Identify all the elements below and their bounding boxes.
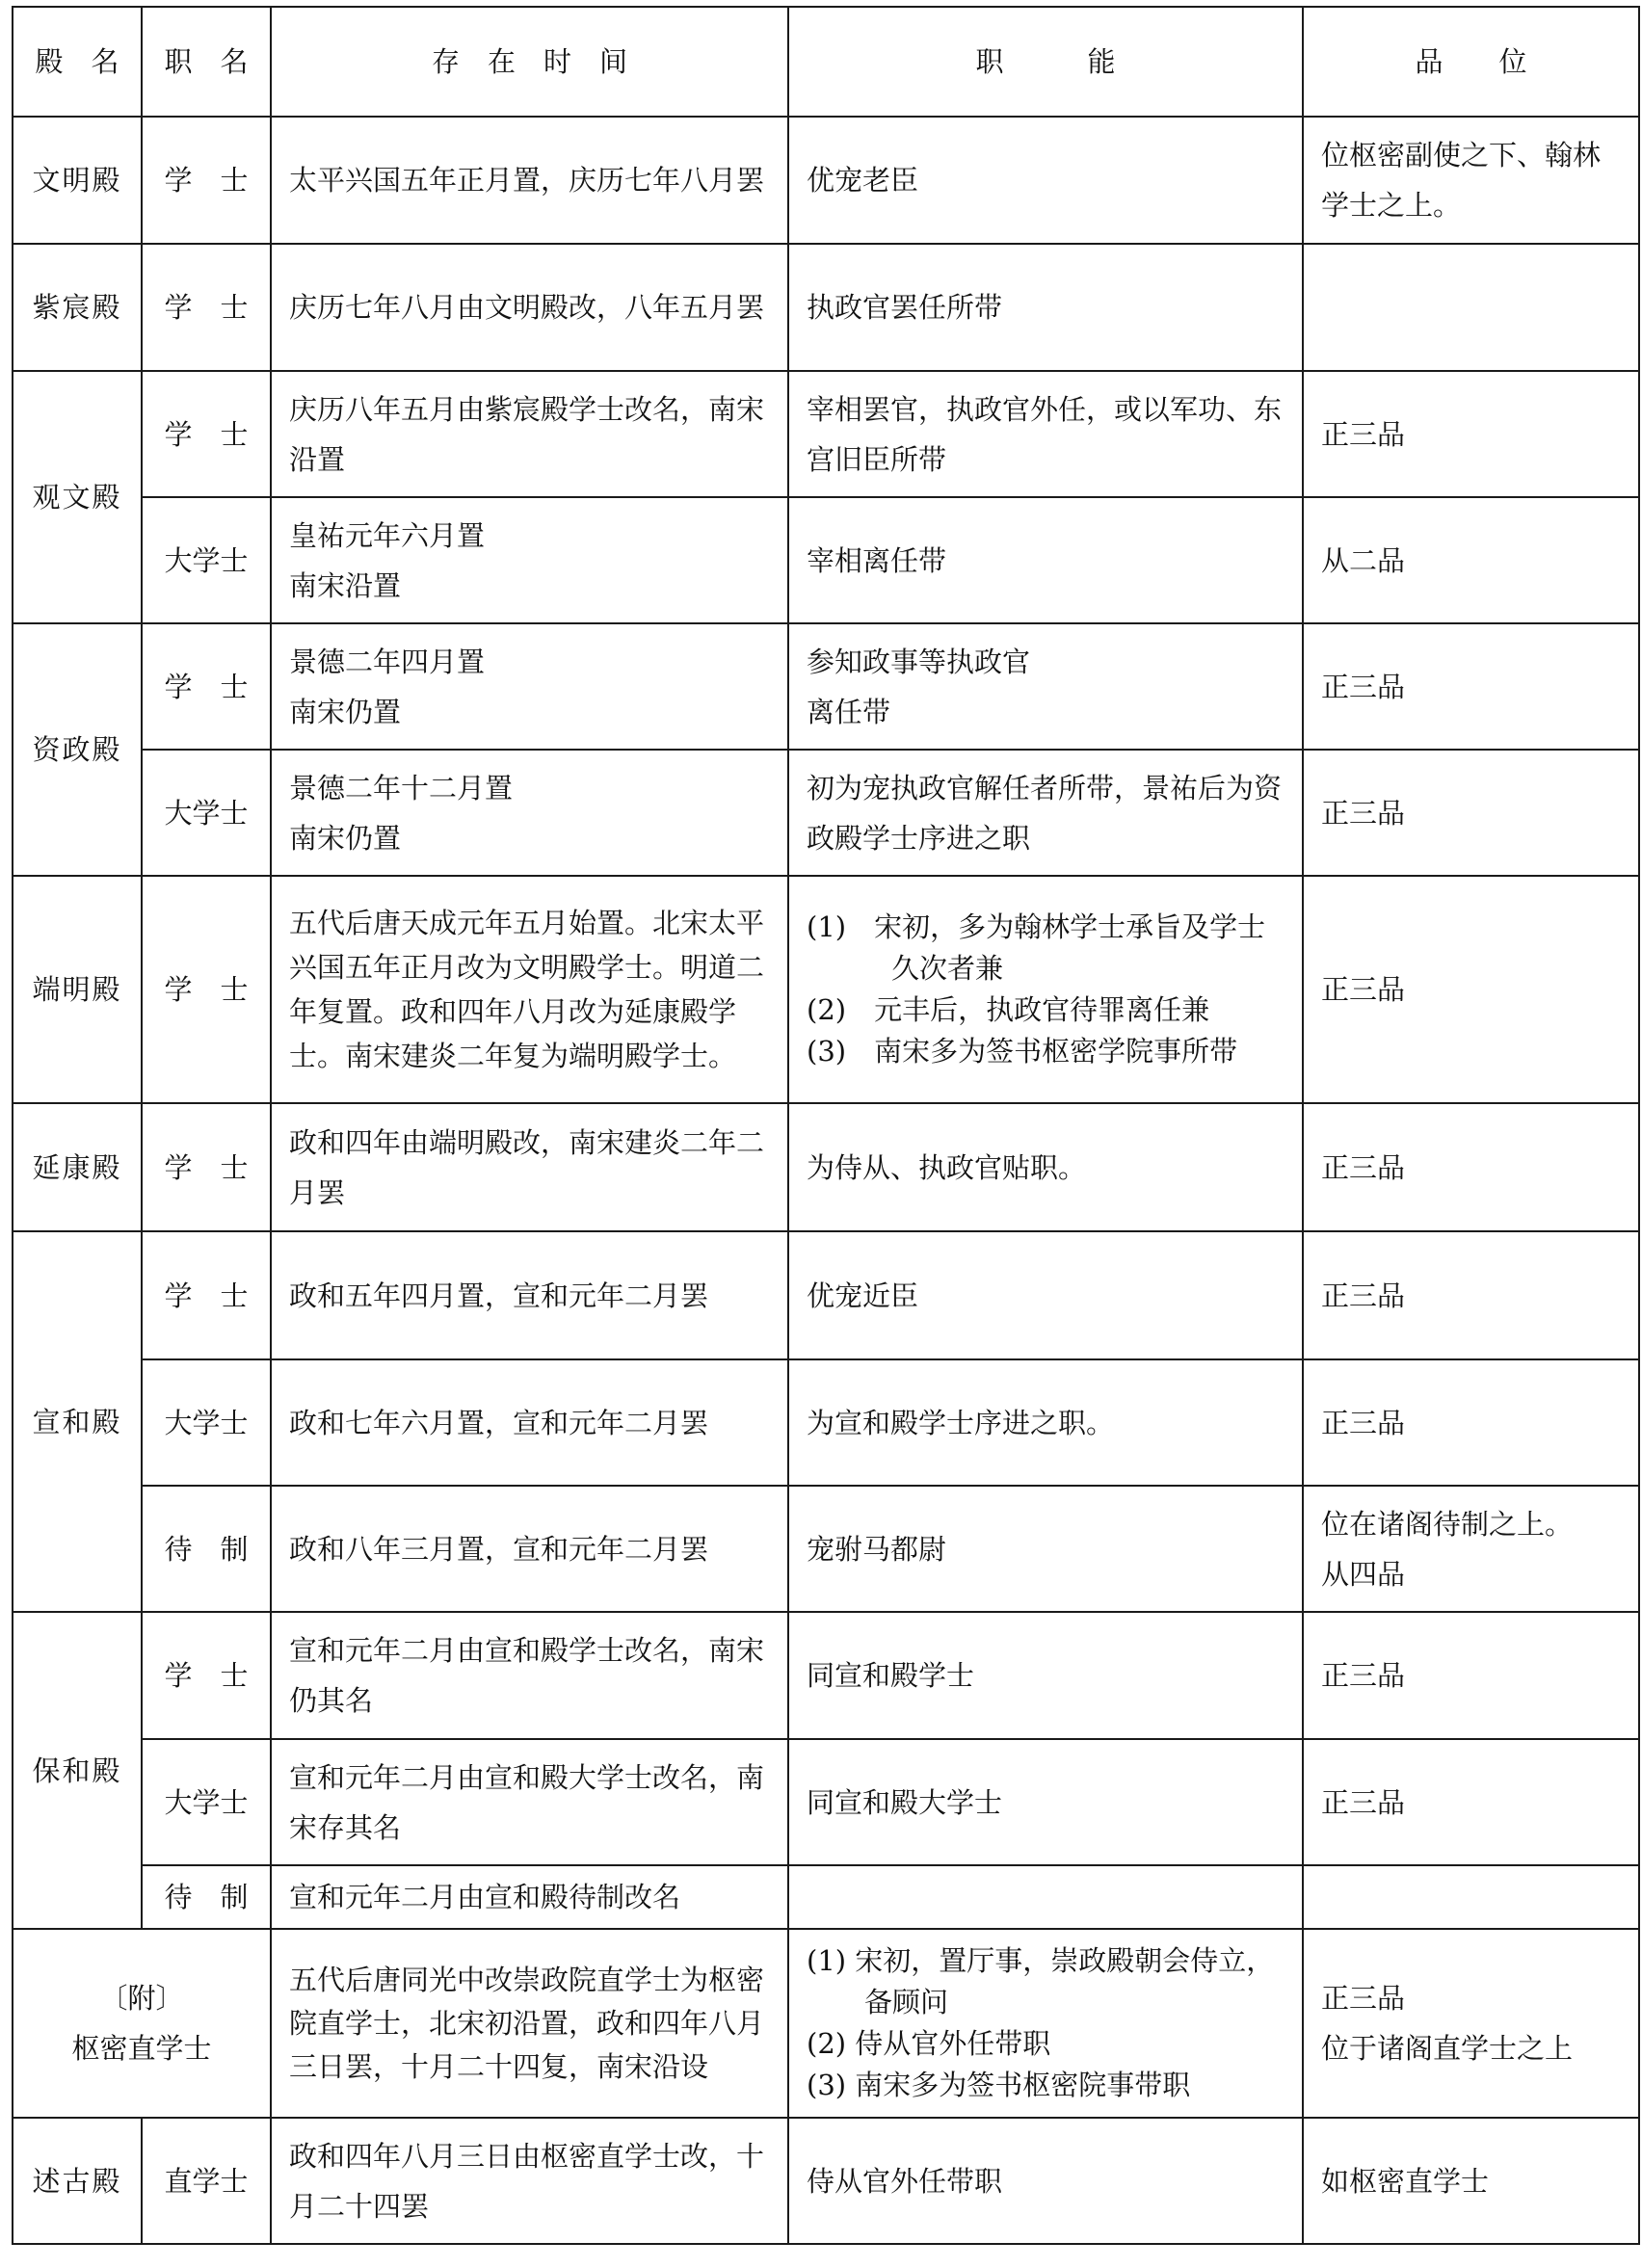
time-cell bbox=[271, 1103, 788, 1231]
time-cell bbox=[271, 623, 788, 750]
time-line: 宣和元年二月由宣和殿待制改名 bbox=[289, 1881, 681, 1913]
hall-cell: 保和殿 bbox=[13, 1612, 142, 1929]
time-cell bbox=[271, 117, 788, 244]
appendix-title: 枢密直学士 bbox=[71, 2032, 212, 2065]
title-cell: 学 士 bbox=[142, 117, 271, 244]
time-line: 政和四年八月三日由枢密直学士改，十月二十四罢 bbox=[289, 2139, 765, 2223]
rank-line: 正三品 bbox=[1321, 417, 1406, 451]
rank-cell bbox=[1303, 623, 1639, 750]
table-row bbox=[13, 1929, 1639, 2118]
function-cell bbox=[788, 1929, 1303, 2118]
title-cell: 大学士 bbox=[142, 750, 271, 876]
function-line: 侍从官外任带职 bbox=[807, 2164, 1003, 2198]
title-cell: 学 士 bbox=[142, 876, 271, 1103]
table-row bbox=[13, 1103, 1639, 1231]
function-cell bbox=[788, 750, 1303, 876]
time-line: 景德二年十二月置 bbox=[289, 771, 514, 804]
time-cell bbox=[271, 2118, 788, 2244]
time-line: 庆历七年八月由文明殿改，八年五月罢 bbox=[289, 291, 765, 324]
function-cell bbox=[788, 1486, 1303, 1612]
table-row bbox=[13, 117, 1639, 244]
function-cell bbox=[788, 623, 1303, 750]
function-line: 参知政事等执政官 bbox=[807, 645, 1031, 678]
hall-cell: 述古殿 bbox=[13, 2118, 142, 2244]
function-line: 优宠近臣 bbox=[807, 1279, 919, 1312]
function-line: (1) 宋初，置厅事，崇政殿朝会侍立，备顾问 bbox=[807, 1944, 1275, 2018]
time-line: 南宋仍置 bbox=[289, 821, 402, 855]
function-line: 执政官罢任所带 bbox=[807, 291, 1003, 324]
function-cell bbox=[788, 244, 1303, 371]
rank-line: 从二品 bbox=[1321, 543, 1406, 577]
time-cell bbox=[271, 244, 788, 371]
rank-line: 正三品 bbox=[1321, 1279, 1406, 1312]
hall-cell: 紫宸殿 bbox=[13, 244, 142, 371]
time-cell bbox=[271, 1929, 788, 2118]
appendix-mark: 〔附〕 bbox=[99, 1982, 184, 2015]
function-line: 离任带 bbox=[807, 695, 891, 728]
time-line: 政和四年由端明殿改，南宋建炎二年二月罢 bbox=[289, 1125, 765, 1209]
title-cell: 学 士 bbox=[142, 1612, 271, 1739]
function-line: 为侍从、执政官贴职。 bbox=[807, 1150, 1087, 1184]
rank-cell bbox=[1303, 1103, 1639, 1231]
rank-cell bbox=[1303, 1739, 1639, 1865]
title-cell: 学 士 bbox=[142, 371, 271, 497]
time-line: 庆历八年五月由紫宸殿学士改名，南宋沿置 bbox=[289, 392, 765, 476]
title-cell: 直学士 bbox=[142, 2118, 271, 2244]
table-row bbox=[13, 623, 1639, 750]
title-cell: 学 士 bbox=[142, 244, 271, 371]
function-line: 初为宠执政官解任者所带，景祐后为资政殿学士序进之职 bbox=[807, 771, 1283, 855]
title-cell: 待 制 bbox=[142, 1865, 271, 1929]
time-line: 五代后唐天成元年五月始置。北宋太平兴国五年正月改为文明殿学士。明道二年复置。政和四年八月改为延康殿学士。南宋建炎二年复为端明殿学士。 bbox=[289, 907, 765, 1072]
table-row bbox=[13, 1231, 1639, 1359]
function-line: (2) 元丰后，执政官待罪离任兼 bbox=[807, 993, 1210, 1026]
title-cell: 学 士 bbox=[142, 623, 271, 750]
function-cell bbox=[788, 1231, 1303, 1359]
time-line: 宣和元年二月由宣和殿大学士改名，南宋存其名 bbox=[289, 1760, 765, 1844]
time-cell bbox=[271, 1865, 788, 1929]
table-row bbox=[13, 1739, 1639, 1865]
time-line: 景德二年四月置 bbox=[289, 645, 486, 678]
title-cell: 待 制 bbox=[142, 1486, 271, 1612]
rank-line: 位在诸阁待制之上。 bbox=[1321, 1507, 1574, 1541]
hall-cell: 文明殿 bbox=[13, 117, 142, 244]
function-cell bbox=[788, 117, 1303, 244]
table-row bbox=[13, 876, 1639, 1103]
hall-cell: 延康殿 bbox=[13, 1103, 142, 1231]
title-cell: 大学士 bbox=[142, 1359, 271, 1486]
rank-line: 正三品 bbox=[1321, 1659, 1406, 1692]
rank-line: 正三品 bbox=[1321, 1785, 1406, 1819]
time-line: 政和八年三月置，宣和元年二月罢 bbox=[289, 1532, 709, 1566]
header-function: 职 能 bbox=[788, 7, 1303, 117]
hall-cell: 观文殿 bbox=[13, 371, 142, 623]
function-cell bbox=[788, 497, 1303, 623]
header-title: 职 名 bbox=[142, 7, 271, 117]
header-row bbox=[13, 7, 1639, 117]
rank-cell bbox=[1303, 2118, 1639, 2244]
time-cell bbox=[271, 876, 788, 1103]
hall-cell bbox=[13, 1929, 271, 2118]
rank-line: 位枢密副使之下、翰林学士之上。 bbox=[1321, 139, 1602, 222]
table-row bbox=[13, 244, 1639, 371]
time-line: 南宋沿置 bbox=[289, 568, 402, 602]
function-cell bbox=[788, 1865, 1303, 1929]
rank-cell bbox=[1303, 1359, 1639, 1486]
rank-line: 位于诸阁直学士之上 bbox=[1321, 2032, 1574, 2065]
hall-cell: 宣和殿 bbox=[13, 1231, 142, 1612]
rank-cell bbox=[1303, 117, 1639, 244]
time-cell bbox=[271, 1231, 788, 1359]
rank-cell bbox=[1303, 750, 1639, 876]
function-line: (3) 南宋多为签书枢密院事带职 bbox=[807, 2069, 1191, 2101]
rank-cell bbox=[1303, 497, 1639, 623]
function-line: 为宣和殿学士序进之职。 bbox=[807, 1406, 1115, 1439]
function-line: 同宣和殿大学士 bbox=[807, 1785, 1003, 1819]
header-time: 存 在 时 间 bbox=[271, 7, 788, 117]
rank-cell bbox=[1303, 1486, 1639, 1612]
time-cell bbox=[271, 371, 788, 497]
time-line: 南宋仍置 bbox=[289, 695, 402, 728]
rank-line: 从四品 bbox=[1321, 1557, 1406, 1591]
function-line: (2) 侍从官外任带职 bbox=[807, 2027, 1051, 2060]
function-line: 宰相离任带 bbox=[807, 543, 947, 577]
function-line: (3) 南宋多为签书枢密学院事所带 bbox=[807, 1035, 1238, 1068]
hall-cell: 端明殿 bbox=[13, 876, 142, 1103]
rank-cell bbox=[1303, 1865, 1639, 1929]
table-row bbox=[13, 1865, 1639, 1929]
rank-line: 正三品 bbox=[1321, 670, 1406, 703]
rank-line: 正三品 bbox=[1321, 1150, 1406, 1184]
rank-line: 正三品 bbox=[1321, 1406, 1406, 1439]
rank-line: 正三品 bbox=[1321, 973, 1406, 1006]
title-cell: 学 士 bbox=[142, 1231, 271, 1359]
title-cell: 大学士 bbox=[142, 1739, 271, 1865]
function-line: 宰相罢官，执政官外任，或以军功、东宫旧臣所带 bbox=[807, 392, 1283, 476]
function-cell bbox=[788, 1612, 1303, 1739]
rank-cell bbox=[1303, 1612, 1639, 1739]
table-page bbox=[12, 6, 1638, 2245]
rank-cell bbox=[1303, 244, 1639, 371]
header-hall: 殿 名 bbox=[13, 7, 142, 117]
rank-cell bbox=[1303, 1231, 1639, 1359]
title-cell: 大学士 bbox=[142, 497, 271, 623]
function-line: 宠驸马都尉 bbox=[807, 1532, 947, 1566]
table-row bbox=[13, 371, 1639, 497]
function-cell bbox=[788, 2118, 1303, 2244]
time-line: 皇祐元年六月置 bbox=[289, 518, 486, 552]
function-cell bbox=[788, 1103, 1303, 1231]
time-cell bbox=[271, 1739, 788, 1865]
function-cell bbox=[788, 1739, 1303, 1865]
time-cell bbox=[271, 1486, 788, 1612]
table-row bbox=[13, 497, 1639, 623]
rank-line: 正三品 bbox=[1321, 1982, 1406, 2015]
time-line: 五代后唐同光中改崇政院直学士为枢密院直学士，北宋初沿置，政和四年八月三日罢，十月二十四复，南宋沿设 bbox=[289, 1963, 765, 2083]
function-line: 同宣和殿学士 bbox=[807, 1659, 975, 1692]
time-cell bbox=[271, 1612, 788, 1739]
hall-cell: 资政殿 bbox=[13, 623, 142, 876]
time-cell bbox=[271, 750, 788, 876]
header-rank: 品 位 bbox=[1303, 7, 1639, 117]
time-line: 政和七年六月置，宣和元年二月罢 bbox=[289, 1406, 709, 1439]
time-cell bbox=[271, 1359, 788, 1486]
rank-cell bbox=[1303, 371, 1639, 497]
function-cell bbox=[788, 1359, 1303, 1486]
time-cell bbox=[271, 497, 788, 623]
rank-line: 如枢密直学士 bbox=[1321, 2164, 1490, 2198]
table-row bbox=[13, 2118, 1639, 2244]
rank-line: 正三品 bbox=[1321, 796, 1406, 830]
function-cell bbox=[788, 876, 1303, 1103]
table-row bbox=[13, 1359, 1639, 1486]
table-row bbox=[13, 750, 1639, 876]
function-cell bbox=[788, 371, 1303, 497]
function-line: (1) 宋初，多为翰林学士承旨及学士久次者兼 bbox=[807, 910, 1266, 985]
table-row bbox=[13, 1486, 1639, 1612]
function-line: 优宠老臣 bbox=[807, 164, 919, 197]
table-row bbox=[13, 1612, 1639, 1739]
time-line: 政和五年四月置，宣和元年二月罢 bbox=[289, 1279, 709, 1312]
official-titles-table bbox=[12, 6, 1640, 2245]
title-cell: 学 士 bbox=[142, 1103, 271, 1231]
rank-cell bbox=[1303, 1929, 1639, 2118]
rank-cell bbox=[1303, 876, 1639, 1103]
time-line: 太平兴国五年正月置，庆历七年八月罢 bbox=[289, 164, 765, 197]
time-line: 宣和元年二月由宣和殿学士改名，南宋仍其名 bbox=[289, 1634, 765, 1717]
